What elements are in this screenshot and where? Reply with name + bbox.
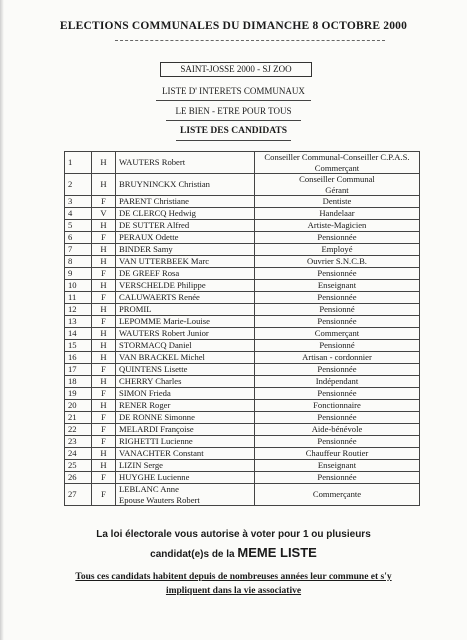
- candidate-sex: H: [92, 400, 116, 412]
- candidate-sex: H: [92, 376, 116, 388]
- candidate-profession: [255, 292, 420, 304]
- candidate-name-text: VAN UTTERBEEK Marc: [119, 256, 210, 267]
- candidate-name: [116, 364, 255, 376]
- candidate-profession-text: Enseignant: [317, 280, 357, 291]
- candidate-profession: [255, 316, 420, 328]
- candidate-profession-extra: Gérant: [325, 184, 349, 195]
- candidate-number: 22: [65, 424, 92, 436]
- candidate-number: 25: [65, 460, 92, 472]
- candidate-name-text: LEBLANC Anne: [119, 484, 179, 494]
- candidate-name: [116, 448, 255, 460]
- candidate-profession-text: Aide-bénévole: [311, 424, 363, 435]
- candidate-sex: H: [92, 304, 116, 316]
- table-row: [65, 232, 420, 244]
- table-row: [65, 448, 420, 460]
- candidate-profession: [255, 352, 420, 364]
- candidate-name-text: DE SUTTER Alfred: [119, 220, 190, 231]
- candidate-number: 13: [65, 316, 92, 328]
- candidate-name: [116, 412, 255, 424]
- table-row: [65, 292, 420, 304]
- voting-rule-line-1: La loi électorale vous autorise à voter pour 1 ou plusieurs: [96, 529, 371, 540]
- candidate-number: 4: [65, 208, 92, 220]
- candidate-profession-text: Pensionnée: [317, 232, 357, 243]
- candidate-profession-text: Enseignant: [317, 460, 357, 471]
- candidate-name: [116, 196, 255, 208]
- table-row: [65, 174, 420, 196]
- candidate-name: [116, 208, 255, 220]
- candidate-name-text: STORMACQ Daniel: [119, 340, 192, 351]
- candidate-name: [116, 304, 255, 316]
- candidate-profession-text: Fonctionnaire: [313, 400, 361, 411]
- candidate-sex: H: [92, 448, 116, 460]
- candidate-sex: F: [92, 316, 116, 328]
- candidate-number: 3: [65, 196, 92, 208]
- candidate-profession: [255, 388, 420, 400]
- candidate-name-text: DE RONNE Simonne: [119, 412, 195, 423]
- candidate-sex: F: [92, 292, 116, 304]
- candidate-sex: H: [92, 244, 116, 256]
- candidate-profession-text: Pensionnée: [317, 364, 357, 375]
- table-row: [65, 460, 420, 472]
- candidate-name: [116, 376, 255, 388]
- candidate-number: 1: [65, 152, 92, 174]
- table-row: [65, 208, 420, 220]
- candidate-name-text: BINDER Samy: [119, 244, 173, 255]
- table-row: [65, 268, 420, 280]
- table-row: [65, 340, 420, 352]
- table-row: [65, 352, 420, 364]
- candidate-profession-text: Pensionnée: [317, 388, 357, 399]
- candidate-profession: [255, 268, 420, 280]
- table-row: [65, 436, 420, 448]
- candidate-name: [116, 316, 255, 328]
- table-row: [65, 364, 420, 376]
- candidate-profession: [255, 400, 420, 412]
- candidate-sex: H: [92, 174, 116, 196]
- candidate-sex: H: [92, 340, 116, 352]
- candidate-name: [116, 152, 255, 174]
- candidate-name: [116, 436, 255, 448]
- candidate-profession-text: Artisan - cordonnier: [302, 352, 372, 363]
- candidate-name-extra: Epouse Wauters Robert: [119, 494, 200, 505]
- candidate-profession-text: Pensionnée: [317, 316, 357, 327]
- candidate-profession-text: Ouvrier S.N.C.B.: [307, 256, 367, 267]
- candidate-profession: [255, 280, 420, 292]
- candidate-profession: [255, 304, 420, 316]
- candidate-sex: H: [92, 220, 116, 232]
- candidate-profession: [255, 484, 420, 506]
- candidate-number: 5: [65, 220, 92, 232]
- table-row: [65, 196, 420, 208]
- candidate-profession: [255, 364, 420, 376]
- candidate-profession: [255, 448, 420, 460]
- candidate-profession: [255, 174, 420, 196]
- candidate-profession-text: Pensionnée: [317, 436, 357, 447]
- candidate-profession-extra: Commerçant: [314, 162, 360, 173]
- candidate-sex: H: [92, 352, 116, 364]
- candidate-name-text: VAN BRACKEL Michel: [119, 352, 205, 363]
- candidate-profession: [255, 424, 420, 436]
- candidate-name-text: LIZIN Serge: [119, 460, 163, 471]
- candidate-number: 2: [65, 174, 92, 196]
- candidate-sex: F: [92, 388, 116, 400]
- candidates-table: [64, 151, 420, 506]
- candidate-name-text: VERSCHELDE Philippe: [119, 280, 206, 291]
- candidates-heading: LISTE DES CANDIDATS: [180, 126, 287, 136]
- list-subtitle-interests: LISTE D' INTERETS COMMUNAUX: [162, 86, 305, 96]
- candidate-number: 20: [65, 400, 92, 412]
- candidate-name: [116, 424, 255, 436]
- candidate-name-text: PROMIL: [119, 304, 152, 315]
- candidate-name-text: HUYGHE Lucienne: [119, 472, 190, 483]
- candidate-name: [116, 328, 255, 340]
- candidate-name: [116, 232, 255, 244]
- table-row: [65, 388, 420, 400]
- candidate-name: [116, 340, 255, 352]
- candidate-name: [116, 388, 255, 400]
- candidate-profession-text: Dentiste: [322, 196, 352, 207]
- candidate-name: [116, 460, 255, 472]
- candidate-name: [116, 280, 255, 292]
- candidate-name: [116, 400, 255, 412]
- candidate-number: 15: [65, 340, 92, 352]
- table-row: [65, 220, 420, 232]
- table-row: [65, 484, 420, 506]
- subtitle-underline-3: [176, 140, 291, 141]
- candidate-number: 18: [65, 376, 92, 388]
- candidate-profession: [255, 196, 420, 208]
- candidate-number: 23: [65, 436, 92, 448]
- residency-note-line-1: Tous ces candidats habitent depuis de nombreuses années leur commune et s'y: [75, 572, 392, 582]
- table-row: [65, 472, 420, 484]
- candidate-profession-text: Commerçant: [314, 328, 360, 339]
- candidate-sex: F: [92, 232, 116, 244]
- candidate-name-text: CALUWAERTS Renée: [119, 292, 200, 303]
- candidate-sex: F: [92, 424, 116, 436]
- candidate-name-text: DE CLERCQ Hedwig: [119, 208, 196, 219]
- table-row: [65, 280, 420, 292]
- candidate-name: [116, 256, 255, 268]
- candidate-name: [116, 220, 255, 232]
- candidate-sex: F: [92, 268, 116, 280]
- candidate-profession: [255, 328, 420, 340]
- candidate-profession-text: Pensionné: [319, 304, 355, 315]
- table-row: [65, 152, 420, 174]
- voting-rule-prefix: candidat(e)s de la: [150, 549, 235, 560]
- table-row: [65, 316, 420, 328]
- candidate-sex: H: [92, 280, 116, 292]
- subtitle-underline-1: [156, 100, 311, 101]
- candidate-name-text: RENER Roger: [119, 400, 171, 411]
- candidate-profession: [255, 256, 420, 268]
- candidate-name-text: PERAUX Odette: [119, 232, 179, 243]
- candidate-sex: V: [92, 208, 116, 220]
- table-row: [65, 376, 420, 388]
- candidate-number: 14: [65, 328, 92, 340]
- candidate-profession: [255, 412, 420, 424]
- candidate-name-text: MELARDI Françoise: [119, 424, 194, 435]
- candidate-number: 10: [65, 280, 92, 292]
- candidate-sex: F: [92, 412, 116, 424]
- candidate-number: 27: [65, 484, 92, 506]
- table-row: [65, 256, 420, 268]
- candidate-profession: [255, 232, 420, 244]
- candidate-name: [116, 244, 255, 256]
- list-subtitle-wellbeing: LE BIEN - ETRE POUR TOUS: [175, 106, 292, 116]
- title-divider: [115, 40, 385, 41]
- candidate-profession-text: Pensionnée: [317, 292, 357, 303]
- candidate-sex: F: [92, 196, 116, 208]
- candidate-number: 8: [65, 256, 92, 268]
- candidate-sex: F: [92, 436, 116, 448]
- candidate-name: [116, 484, 255, 506]
- candidate-profession-text: Pensionnée: [317, 472, 357, 483]
- candidate-name-text: LEPOMME Marie-Louise: [119, 316, 210, 327]
- candidate-name-text: SIMON Frieda: [119, 388, 171, 399]
- candidate-number: 16: [65, 352, 92, 364]
- candidate-name: [116, 174, 255, 196]
- candidate-profession: [255, 244, 420, 256]
- candidate-name-text: BRUYNINCKX Christian: [119, 179, 210, 190]
- candidate-number: 19: [65, 388, 92, 400]
- candidate-name: [116, 352, 255, 364]
- candidate-profession-text: Pensionnée: [317, 412, 357, 423]
- candidate-name: [116, 472, 255, 484]
- candidate-profession: [255, 472, 420, 484]
- candidate-profession-text: Handelaar: [319, 208, 355, 219]
- candidate-profession: [255, 152, 420, 174]
- candidate-number: 21: [65, 412, 92, 424]
- candidate-name-text: RIGHETTI Lucienne: [119, 436, 193, 447]
- candidate-name-text: DE GREEF Rosa: [119, 268, 180, 279]
- candidate-profession-text: Commerçante: [312, 489, 362, 500]
- table-row: [65, 328, 420, 340]
- candidate-profession-text: Indépendant: [315, 376, 359, 387]
- candidate-profession-text: Conseiller Communal: [299, 174, 375, 184]
- candidate-sex: H: [92, 256, 116, 268]
- candidate-number: 12: [65, 304, 92, 316]
- candidate-sex: H: [92, 460, 116, 472]
- table-row: [65, 400, 420, 412]
- page-title: ELECTIONS COMMUNALES DU DIMANCHE 8 OCTOBRE 2000: [59, 20, 408, 32]
- candidate-profession: [255, 460, 420, 472]
- candidate-number: 7: [65, 244, 92, 256]
- candidate-profession: [255, 340, 420, 352]
- voting-rule-line-2: [0, 545, 467, 560]
- candidate-profession-text: Pensionnée: [317, 268, 357, 279]
- candidate-sex: H: [92, 152, 116, 174]
- candidate-name-text: CHERRY Charles: [119, 376, 182, 387]
- candidate-sex: H: [92, 328, 116, 340]
- list-name-box: SAINT-JOSSE 2000 - SJ ZOO: [160, 62, 312, 77]
- candidate-profession-text: Chauffeur Routier: [305, 448, 369, 459]
- candidate-number: 11: [65, 292, 92, 304]
- table-row: [65, 244, 420, 256]
- table-row: [65, 412, 420, 424]
- table-row: [65, 304, 420, 316]
- candidate-profession: [255, 436, 420, 448]
- candidate-name-text: QUINTENS Lisette: [119, 364, 188, 375]
- candidate-profession-text: Pensionné: [319, 340, 355, 351]
- candidate-profession: [255, 376, 420, 388]
- candidate-profession-text: Conseiller Communal-Conseiller C.P.A.S.: [264, 152, 410, 162]
- candidate-sex: F: [92, 364, 116, 376]
- candidate-name: [116, 268, 255, 280]
- candidate-profession-text: Artiste-Magicien: [307, 220, 367, 231]
- candidate-sex: F: [92, 484, 116, 506]
- scan-edge-shadow: [0, 0, 4, 640]
- candidate-sex: F: [92, 472, 116, 484]
- table-row: [65, 424, 420, 436]
- candidate-name-text: WAUTERS Robert: [119, 157, 186, 168]
- candidate-number: 9: [65, 268, 92, 280]
- subtitle-underline-2: [166, 120, 301, 121]
- residency-note-line-2: impliquent dans la vie associative: [165, 586, 302, 596]
- candidate-number: 26: [65, 472, 92, 484]
- candidate-name: [116, 292, 255, 304]
- candidate-name-text: PARENT Christiane: [119, 196, 189, 207]
- candidate-number: 6: [65, 232, 92, 244]
- candidate-profession: [255, 220, 420, 232]
- candidate-profession-text: Employé: [321, 244, 353, 255]
- candidate-profession: [255, 208, 420, 220]
- candidate-number: 24: [65, 448, 92, 460]
- candidate-number: 17: [65, 364, 92, 376]
- candidate-name-text: VANACHTER Constant: [119, 448, 204, 459]
- candidate-name-text: WAUTERS Robert Junior: [119, 328, 209, 339]
- same-list-emphasis: MEME LISTE: [237, 545, 317, 560]
